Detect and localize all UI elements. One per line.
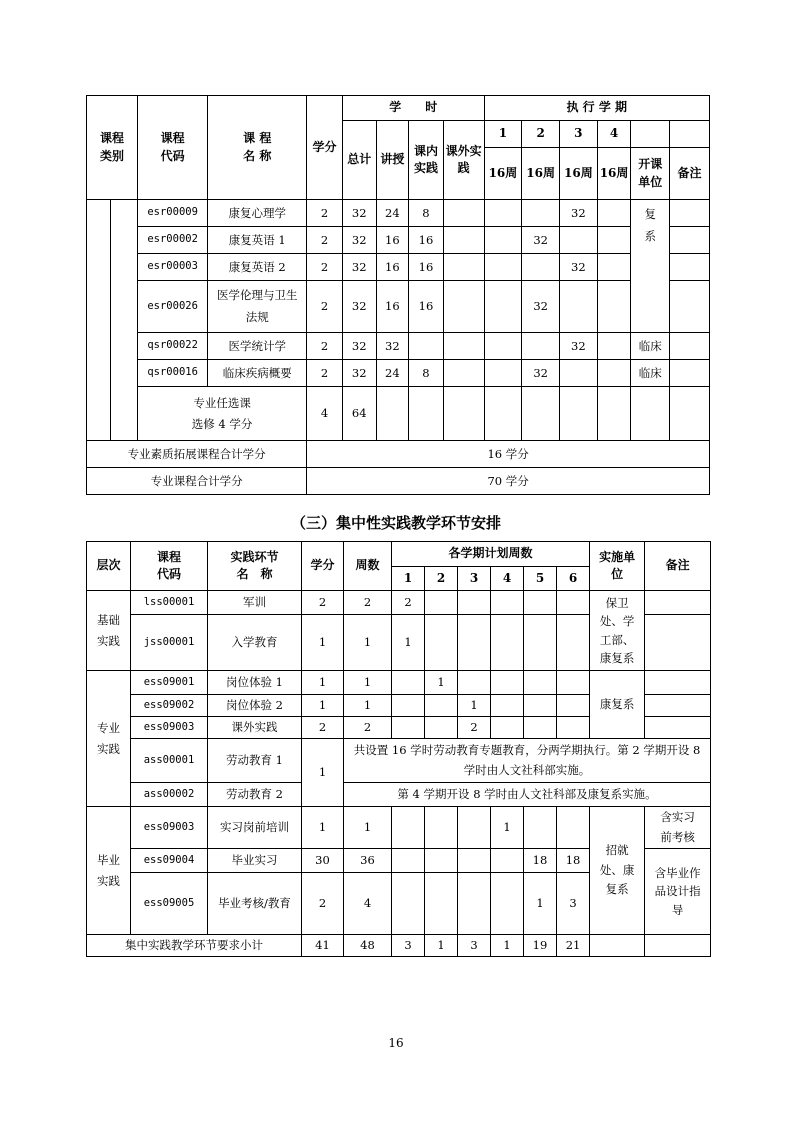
- total-credit: 41: [302, 935, 344, 957]
- term-6: [557, 807, 590, 849]
- term-2: [522, 200, 560, 227]
- term-2: [425, 591, 458, 615]
- practice-code: ess09005: [131, 873, 208, 935]
- practice-name: 实习岗前培训: [208, 807, 302, 849]
- term-2: 32: [522, 360, 560, 387]
- course-credit: 2: [307, 254, 343, 281]
- term-1: [484, 360, 522, 387]
- header-term-2: 2: [425, 567, 458, 591]
- course-practice: 8: [409, 200, 444, 227]
- term-1: [484, 281, 522, 333]
- practice-code: ess09002: [131, 695, 208, 717]
- practice-code: ess09004: [131, 849, 208, 873]
- dept-lc: 临床: [631, 333, 670, 360]
- term-2: 32: [522, 281, 560, 333]
- header-hours-lecture: 讲授: [376, 121, 409, 200]
- header-term-group: 各学期计划周数: [392, 542, 590, 567]
- dept-basic: 保卫 处、学 工部、 康复系: [590, 591, 645, 671]
- course-practice: 8: [409, 360, 444, 387]
- course-name: 医学伦理与卫生 法规: [208, 281, 307, 333]
- course-name: 临床疾病概要: [208, 360, 307, 387]
- remark-cell: [645, 615, 711, 671]
- course-total: 32: [342, 227, 376, 254]
- term-4: [597, 281, 631, 333]
- remark-cell: [670, 200, 710, 227]
- total-dept: [590, 935, 645, 957]
- header-name: 实践环节 名 称: [208, 542, 302, 591]
- course-total: 32: [342, 360, 376, 387]
- header-term-2: 2: [522, 121, 560, 148]
- remark-cell: [645, 695, 711, 717]
- header-weeks: 16周: [560, 148, 598, 200]
- header-empty: [631, 121, 670, 148]
- total-t3: 3: [458, 935, 491, 957]
- header-hours-practice-in: 课内 实践: [409, 121, 444, 200]
- practice-name: 劳动教育 2: [208, 783, 302, 807]
- remark-cell: [670, 281, 710, 333]
- header-category: 课程 类别: [87, 96, 138, 200]
- practice-credit: 30: [302, 849, 344, 873]
- term-6: 18: [557, 849, 590, 873]
- practice-table: [86, 541, 711, 957]
- header-term-5: 5: [524, 567, 557, 591]
- term-3: [458, 873, 491, 935]
- term-2: [425, 695, 458, 717]
- course-lecture: 24: [376, 360, 409, 387]
- header-weeks: 16周: [484, 148, 522, 200]
- header-hours-total: 总计: [342, 121, 376, 200]
- empty-cell: [560, 387, 598, 441]
- course-practice-out: [443, 227, 484, 254]
- empty-cell: [597, 387, 631, 441]
- course-code: esr00002: [137, 227, 207, 254]
- practice-name: 课外实践: [208, 717, 302, 739]
- header-term-3: 3: [458, 567, 491, 591]
- course-name: 医学统计学: [208, 333, 307, 360]
- sum-extension-value: 16 学分: [307, 441, 710, 468]
- course-name: 康复心理学: [208, 200, 307, 227]
- term-1: [392, 671, 425, 695]
- term-2: [522, 254, 560, 281]
- practice-credit: 2: [302, 717, 344, 739]
- dept-lc: 临床: [631, 360, 670, 387]
- term-5: 18: [524, 849, 557, 873]
- header-term-4: 4: [491, 567, 524, 591]
- course-lecture: 16: [376, 281, 409, 333]
- term-1: [392, 873, 425, 935]
- empty-cell: [409, 387, 444, 441]
- term-3: 2: [458, 717, 491, 739]
- course-code: qsr00016: [137, 360, 207, 387]
- practice-credit: 2: [302, 873, 344, 935]
- term-1: [484, 200, 522, 227]
- header-term-1: 1: [392, 567, 425, 591]
- group-basic: 基础 实践: [87, 591, 131, 671]
- term-2: [425, 873, 458, 935]
- course-code: esr00026: [137, 281, 207, 333]
- empty-cell: [443, 387, 484, 441]
- total-t6: 21: [557, 935, 590, 957]
- term-4: [491, 695, 524, 717]
- labor-note-2: 第 4 学期开设 8 学时由人文社科部及康复系实施。: [344, 783, 711, 807]
- term-4: [491, 717, 524, 739]
- practice-name: 岗位体验 2: [208, 695, 302, 717]
- term-3: [458, 849, 491, 873]
- term-2: [522, 333, 560, 360]
- term-6: [557, 695, 590, 717]
- header-credit: 学分: [302, 542, 344, 591]
- total-label: 集中实践教学环节要求小计: [87, 935, 302, 957]
- empty-cell: [631, 387, 670, 441]
- header-term: 执 行 学 期: [484, 96, 709, 121]
- practice-code: ess09003: [131, 807, 208, 849]
- remark-cell: [670, 254, 710, 281]
- course-lecture: 16: [376, 254, 409, 281]
- total-t2: 1: [425, 935, 458, 957]
- term-3: [458, 807, 491, 849]
- term-3: [458, 671, 491, 695]
- term-4: [491, 671, 524, 695]
- practice-code: ess09003: [131, 717, 208, 739]
- term-5: [524, 807, 557, 849]
- term-4: [491, 615, 524, 671]
- term-1: [392, 695, 425, 717]
- empty-cell: [670, 387, 710, 441]
- header-name: 课 程 名 称: [208, 96, 307, 200]
- course-code: qsr00022: [137, 333, 207, 360]
- header-credit: 学分: [307, 96, 343, 200]
- category-cell: [87, 200, 111, 441]
- term-1: [392, 717, 425, 739]
- remark-grad: 含毕业作 品设计指 导: [645, 849, 711, 935]
- practice-name: 岗位体验 1: [208, 671, 302, 695]
- header-weeks: 16周: [522, 148, 560, 200]
- total-t5: 19: [524, 935, 557, 957]
- term-4: [597, 254, 631, 281]
- term-1: [484, 333, 522, 360]
- course-total: 32: [342, 200, 376, 227]
- practice-code: lss00001: [131, 591, 208, 615]
- term-3: [458, 615, 491, 671]
- practice-name: 入学教育: [208, 615, 302, 671]
- practice-weeks: 4: [344, 873, 392, 935]
- term-5: [524, 591, 557, 615]
- practice-weeks: 1: [344, 807, 392, 849]
- labor-credit: 1: [302, 739, 344, 807]
- course-lecture: 24: [376, 200, 409, 227]
- header-weeks: 周数: [344, 542, 392, 591]
- term-4: [597, 333, 631, 360]
- header-empty: [670, 121, 710, 148]
- term-2: 32: [522, 227, 560, 254]
- course-lecture: 32: [376, 333, 409, 360]
- practice-code: jss00001: [131, 615, 208, 671]
- term-4: [491, 873, 524, 935]
- course-practice: 16: [409, 227, 444, 254]
- sum-extension-label: 专业素质拓展课程合计学分: [87, 441, 307, 468]
- remark-cell: [670, 333, 710, 360]
- total-remark: [645, 935, 711, 957]
- term-1: 1: [392, 615, 425, 671]
- header-weeks: 16周: [597, 148, 631, 200]
- header-term-6: 6: [557, 567, 590, 591]
- course-name: 康复英语 1: [208, 227, 307, 254]
- subcategory-cell: [111, 200, 138, 441]
- header-term-3: 3: [560, 121, 598, 148]
- header-level: 层次: [87, 542, 131, 591]
- course-total: 32: [342, 281, 376, 333]
- total-t4: 1: [491, 935, 524, 957]
- total-weeks: 48: [344, 935, 392, 957]
- practice-credit: 1: [302, 671, 344, 695]
- term-3: [560, 281, 598, 333]
- term-6: [557, 671, 590, 695]
- remark-pre: 含实习 前考核: [645, 807, 711, 849]
- practice-name: 毕业实习: [208, 849, 302, 873]
- course-practice-out: [443, 360, 484, 387]
- term-2: [425, 615, 458, 671]
- dept-fu: 复 系: [631, 200, 670, 333]
- term-6: [557, 615, 590, 671]
- header-code: 课程 代码: [131, 542, 208, 591]
- course-credit: 2: [307, 360, 343, 387]
- practice-name: 军训: [208, 591, 302, 615]
- practice-name: 毕业考核/教育: [208, 873, 302, 935]
- course-name: 康复英语 2: [208, 254, 307, 281]
- term-3: 32: [560, 333, 598, 360]
- course-credit: 2: [307, 227, 343, 254]
- term-1: 2: [392, 591, 425, 615]
- remark-cell: [670, 227, 710, 254]
- remark-cell: [645, 591, 711, 615]
- group-grad: 毕业 实践: [87, 807, 131, 935]
- practice-credit: 1: [302, 615, 344, 671]
- term-2: [425, 717, 458, 739]
- elective-total: 64: [342, 387, 376, 441]
- term-1: [392, 807, 425, 849]
- term-1: [484, 254, 522, 281]
- header-term-4: 4: [597, 121, 631, 148]
- term-4: [597, 227, 631, 254]
- section-title: （三）集中性实践教学环节安排: [290, 514, 501, 532]
- dept-grad: 招就 处、康 复系: [590, 807, 645, 935]
- header-code: 课程 代码: [137, 96, 207, 200]
- term-3: [458, 591, 491, 615]
- course-practice-out: [443, 254, 484, 281]
- header-dept: 实施单 位: [590, 542, 645, 591]
- term-3: [560, 227, 598, 254]
- term-5: [524, 695, 557, 717]
- course-total: 32: [342, 254, 376, 281]
- practice-name: 劳动教育 1: [208, 739, 302, 783]
- term-3: 32: [560, 254, 598, 281]
- dept-major: 康复系: [590, 671, 645, 739]
- term-4: [597, 360, 631, 387]
- practice-weeks: 36: [344, 849, 392, 873]
- term-2: 1: [425, 671, 458, 695]
- term-6: 3: [557, 873, 590, 935]
- term-2: [425, 849, 458, 873]
- practice-weeks: 1: [344, 615, 392, 671]
- sum-major-label: 专业课程合计学分: [87, 468, 307, 495]
- empty-cell: [522, 387, 560, 441]
- practice-credit: 1: [302, 807, 344, 849]
- elective-credit: 4: [307, 387, 343, 441]
- course-practice-out: [443, 333, 484, 360]
- term-5: [524, 671, 557, 695]
- header-dept: 开课 单位: [631, 148, 670, 200]
- term-6: [557, 591, 590, 615]
- practice-weeks: 2: [344, 591, 392, 615]
- term-5: [524, 615, 557, 671]
- practice-weeks: 1: [344, 671, 392, 695]
- term-1: [392, 849, 425, 873]
- course-practice: 16: [409, 254, 444, 281]
- course-total: 32: [342, 333, 376, 360]
- remark-cell: [670, 360, 710, 387]
- sum-major-value: 70 学分: [307, 468, 710, 495]
- course-practice: 16: [409, 281, 444, 333]
- header-remark: 备注: [645, 542, 711, 591]
- empty-cell: [484, 387, 522, 441]
- header-hours-practice-out: 课外实 践: [443, 121, 484, 200]
- term-4: [597, 200, 631, 227]
- term-3: 32: [560, 200, 598, 227]
- practice-credit: 1: [302, 695, 344, 717]
- practice-weeks: 2: [344, 717, 392, 739]
- remark-cell: [645, 717, 711, 739]
- course-table: [86, 95, 710, 495]
- term-4: 1: [491, 807, 524, 849]
- course-credit: 2: [307, 200, 343, 227]
- labor-note-1: 共设置 16 学时劳动教育专题教育，分两学期执行。第 2 学期开设 8 学时由人文社科部实施。: [344, 739, 711, 783]
- term-6: [557, 717, 590, 739]
- remark-cell: [645, 671, 711, 695]
- course-practice: [409, 333, 444, 360]
- course-code: esr00003: [137, 254, 207, 281]
- term-2: [425, 807, 458, 849]
- practice-code: ass00002: [131, 783, 208, 807]
- header-hours: 学 时: [342, 96, 484, 121]
- practice-code: ess09001: [131, 671, 208, 695]
- course-practice-out: [443, 200, 484, 227]
- practice-credit: 2: [302, 591, 344, 615]
- term-1: [484, 227, 522, 254]
- term-3: [560, 360, 598, 387]
- header-term-1: 1: [484, 121, 522, 148]
- term-4: [491, 591, 524, 615]
- term-5: [524, 717, 557, 739]
- practice-weeks: 1: [344, 695, 392, 717]
- header-remark: 备注: [670, 148, 710, 200]
- term-4: [491, 849, 524, 873]
- empty-cell: [376, 387, 409, 441]
- page-number: 16: [388, 1036, 404, 1050]
- total-t1: 3: [392, 935, 425, 957]
- practice-code: ass00001: [131, 739, 208, 783]
- course-lecture: 16: [376, 227, 409, 254]
- course-credit: 2: [307, 333, 343, 360]
- course-practice-out: [443, 281, 484, 333]
- group-major: 专业 实践: [87, 671, 131, 807]
- term-5: 1: [524, 873, 557, 935]
- term-3: 1: [458, 695, 491, 717]
- course-code: esr00009: [137, 200, 207, 227]
- course-credit: 2: [307, 281, 343, 333]
- elective-name: 专业任选课 选修 4 学分: [137, 387, 306, 441]
